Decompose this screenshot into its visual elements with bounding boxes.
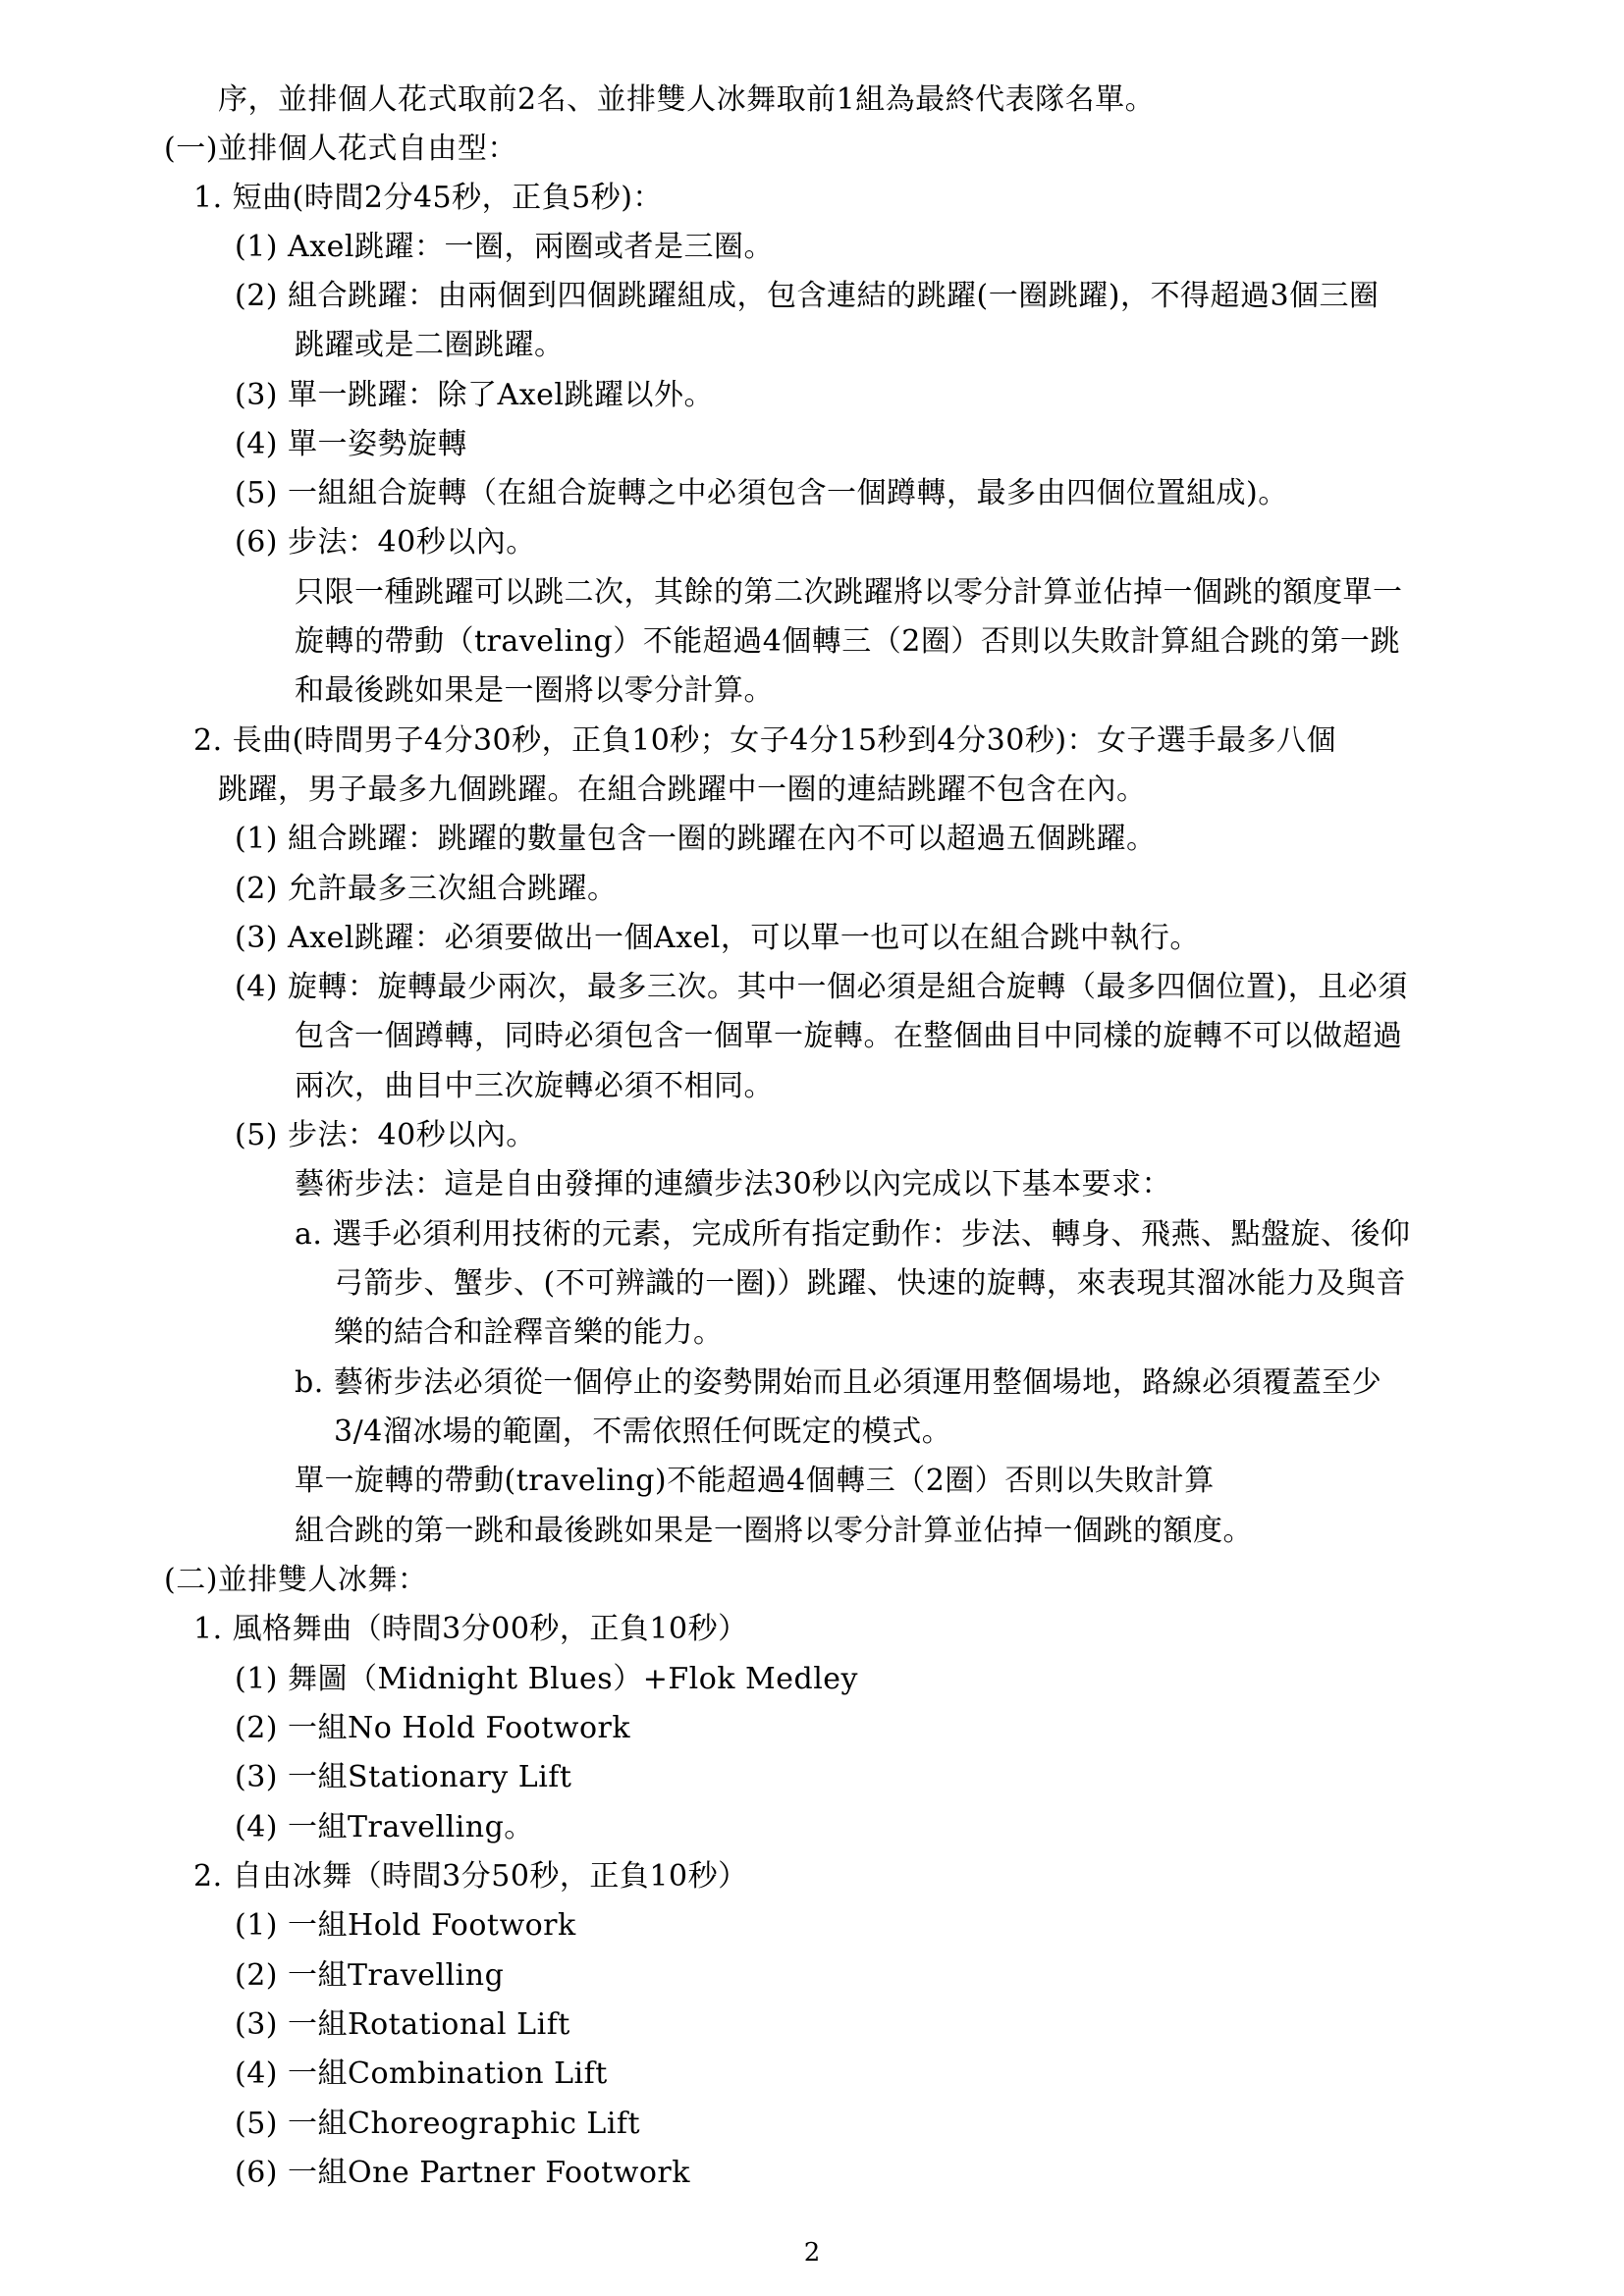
list-item: (3) 一組Rotational Lift bbox=[235, 2007, 570, 2042]
sub-list-item-continuation: 弓箭步、蟹步、(不可辨識的一圈)）跳躍、快速的旋轉，來表現其溜冰能力及與音 bbox=[334, 1266, 1406, 1301]
section-heading: (一)並排個人花式自由型： bbox=[164, 132, 517, 166]
section-heading: (二)並排雙人冰舞： bbox=[164, 1563, 428, 1597]
sub-list-item: a. 選手必須利用技術的元素，完成所有指定動作：步法、轉身、飛燕、點盤旋、後仰 bbox=[295, 1217, 1411, 1252]
list-item: (2) 允許最多三次組合跳躍。 bbox=[235, 872, 618, 906]
list-item: (5) 一組Choreographic Lift bbox=[235, 2107, 641, 2141]
subsection-heading: 2. 長曲(時間男子4分30秒，正負10秒；女子4分15秒到4分30秒)：女子選手最多八個 bbox=[193, 723, 1337, 758]
list-item-continuation: 跳躍或是二圈跳躍。 bbox=[295, 328, 565, 362]
list-item: (5) 步法：40秒以內。 bbox=[235, 1118, 536, 1152]
subsection-heading: 1. 風格舞曲（時間3分00秒，正負10秒） bbox=[193, 1612, 748, 1646]
list-item: (2) 一組Travelling bbox=[235, 1958, 505, 1993]
subsection-continuation: 跳躍，男子最多九個跳躍。在組合跳躍中一圈的連結跳躍不包含在內。 bbox=[218, 773, 1147, 807]
note-text: 旋轉的帶動（traveling）不能超過4個轉三（2圈）否則以失敗計算組合跳的第一跳 bbox=[295, 624, 1400, 659]
list-item: (4) 旋轉：旋轉最少兩次，最多三次。其中一個必須是組合旋轉（最多四個位置)，且必須 bbox=[235, 970, 1408, 1004]
list-item: (3) 一組Stationary Lift bbox=[235, 1760, 572, 1794]
subsection-heading: 1. 短曲(時間2分45秒，正負5秒)： bbox=[193, 181, 663, 215]
list-item: (5) 一組組合旋轉（在組合旋轉之中必須包含一個蹲轉，最多由四個位置組成)。 bbox=[235, 476, 1288, 510]
list-item-continuation: 兩次，曲目中三次旋轉必須不相同。 bbox=[295, 1069, 774, 1103]
list-item: (4) 單一姿勢旋轉 bbox=[235, 427, 468, 461]
list-item: (6) 步法：40秒以內。 bbox=[235, 525, 536, 560]
list-item: (2) 一組No Hold Footwork bbox=[235, 1711, 631, 1745]
note-text: 藝術步法：這是自由發揮的連續步法30秒以內完成以下基本要求： bbox=[295, 1167, 1172, 1201]
note-text: 和最後跳如果是一圈將以零分計算。 bbox=[295, 673, 774, 708]
text-line: 序，並排個人花式取前2名、並排雙人冰舞取前1組為最終代表隊名單。 bbox=[218, 82, 1156, 117]
note-text: 只限一種跳躍可以跳二次，其餘的第二次跳躍將以零分計算並佔掉一個跳的額度單一 bbox=[295, 575, 1403, 610]
list-item-continuation: 包含一個蹲轉，同時必須包含一個單一旋轉。在整個曲目中同樣的旋轉不可以做超過 bbox=[295, 1019, 1403, 1053]
list-item: (3) 單一跳躍：除了Axel跳躍以外。 bbox=[235, 378, 714, 412]
page-number: 2 bbox=[803, 2238, 821, 2268]
list-item: (3) Axel跳躍：必須要做出一個Axel，可以單一也可以在組合跳中執行。 bbox=[235, 921, 1200, 955]
list-item: (1) 組合跳躍：跳躍的數量包含一圈的跳躍在內不可以超過五個跳躍。 bbox=[235, 822, 1157, 856]
list-item: (4) 一組Combination Lift bbox=[235, 2056, 608, 2091]
sub-list-item-continuation: 樂的結合和詮釋音樂的能力。 bbox=[334, 1315, 724, 1350]
sub-list-item-continuation: 3/4溜冰場的範圍，不需依照任何既定的模式。 bbox=[334, 1415, 952, 1449]
list-item: (2) 組合跳躍：由兩個到四個跳躍組成，包含連結的跳躍(一圈跳躍)，不得超過3個三圈 bbox=[235, 279, 1380, 313]
sub-list-item: b. 藝術步法必須從一個停止的姿勢開始而且必須運用整個場地，路線必須覆蓋至少 bbox=[295, 1365, 1382, 1400]
list-item: (1) 舞圖（Midnight Blues）+Flok Medley bbox=[235, 1662, 858, 1696]
note-text: 單一旋轉的帶動(traveling)不能超過4個轉三（2圈）否則以失敗計算 bbox=[295, 1464, 1215, 1498]
list-item: (1) 一組Hold Footwork bbox=[235, 1908, 576, 1943]
subsection-heading: 2. 自由冰舞（時間3分50秒，正負10秒） bbox=[193, 1859, 748, 1894]
list-item: (1) Axel跳躍：一圈，兩圈或者是三圈。 bbox=[235, 230, 774, 264]
note-text: 組合跳的第一跳和最後跳如果是一圈將以零分計算並佔掉一個跳的額度。 bbox=[295, 1514, 1253, 1548]
list-item: (4) 一組Travelling。 bbox=[235, 1810, 534, 1844]
list-item: (6) 一組One Partner Footwork bbox=[235, 2156, 690, 2190]
